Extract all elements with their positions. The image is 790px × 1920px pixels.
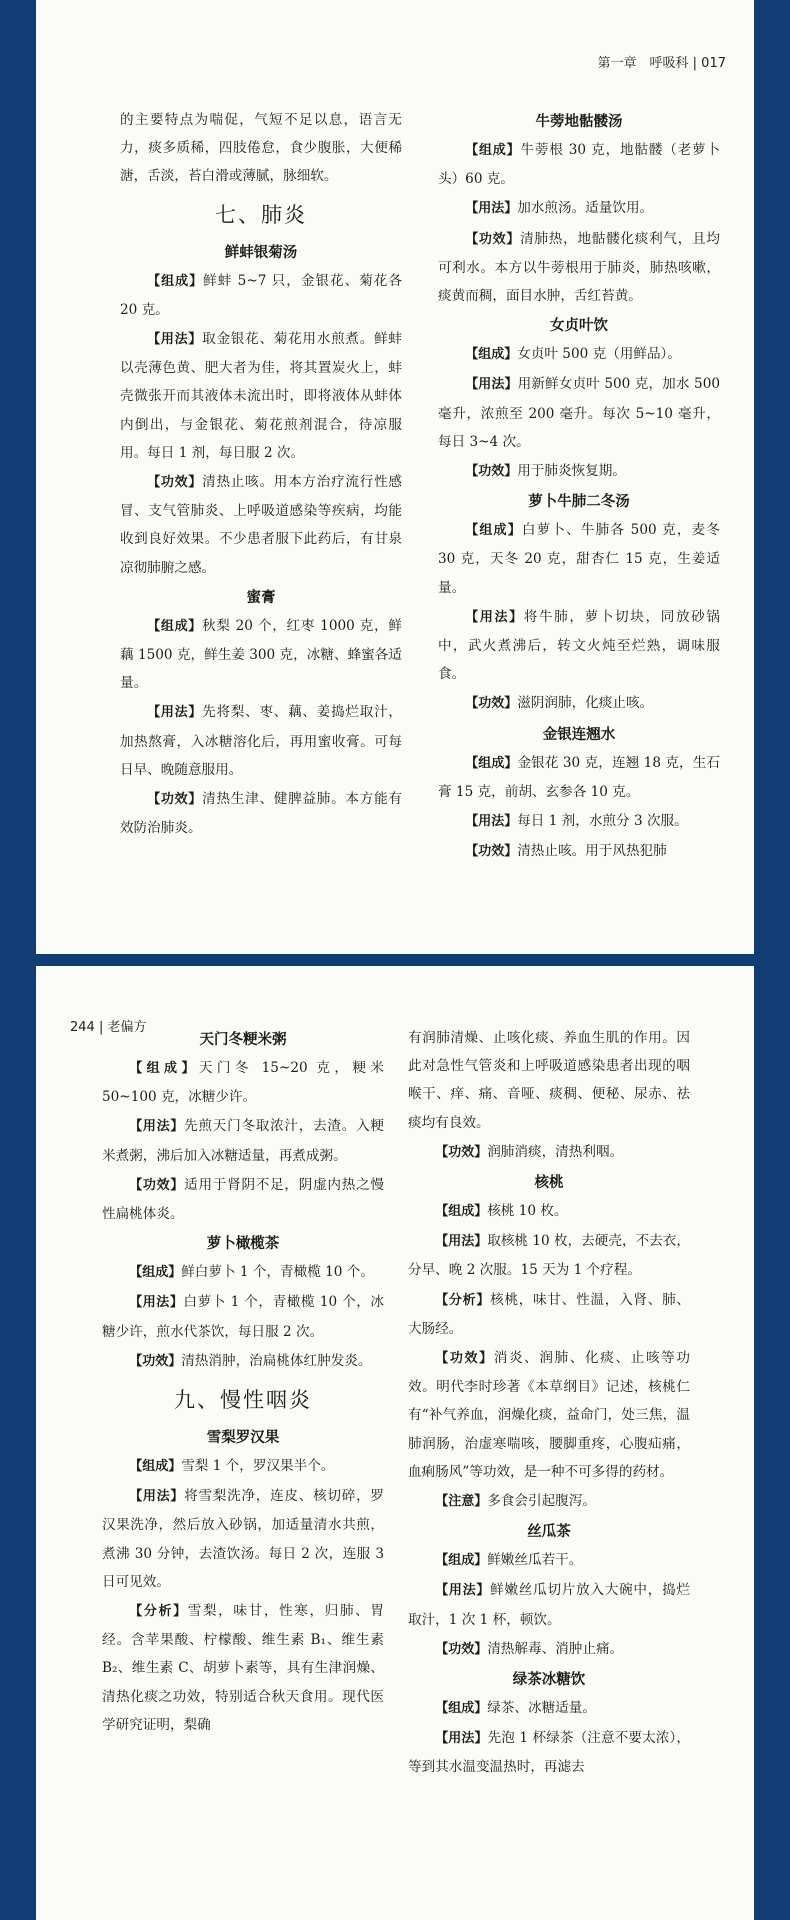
field-label: 【分析】 (435, 1292, 491, 1308)
field-text: 核桃，味甘、性温，入肾、肺、大肠经。 (408, 1291, 690, 1337)
recipe-field (102, 1482, 384, 1596)
field-label: 【组成】 (435, 1204, 488, 1220)
field-text: 清肺热，地骷髅化痰利气，且均可利水。本方以牛蒡根用于肺炎，肺热咳嗽，痰黄而稠，面目水肿，舌红苔黄。 (438, 230, 720, 305)
field-text: 取核桃 10 枚，去硬壳，不去衣，分早、晚 2 次服。15 天为 1 个疗程。 (408, 1233, 690, 1279)
recipe-title: 丝瓜茶 (527, 1524, 571, 1541)
field-text: 先煎天门冬取浓汁，去渣。入粳米煮粥，沸后加入冰糖适量，再煮成粥。 (102, 1118, 384, 1164)
recipe-field (438, 689, 720, 718)
recipe-field (438, 516, 720, 602)
recipe-field (438, 457, 720, 486)
recipe-title: 蜜膏 (246, 589, 276, 606)
recipe-title: 核桃 (534, 1175, 564, 1192)
field-text: 清热生津、健脾益肺。本方能有效防治肺炎。 (120, 791, 402, 837)
recipe-field (438, 225, 720, 311)
field-label: 【组成】 (129, 1061, 199, 1076)
recipe-field (438, 807, 720, 836)
field-text: 绿茶、冰糖适量。 (487, 1700, 596, 1717)
field-label: 【用法】 (435, 1234, 488, 1250)
field-text: 加水煎汤。适量饮用。 (517, 200, 654, 217)
recipe-field (102, 1288, 384, 1345)
recipe-title: 金银连翘水 (542, 726, 616, 743)
field-text: 鲜嫩丝瓜切片放入大碗中，捣烂取汁，1 次 1 杯，顿饮。 (408, 1582, 690, 1628)
field-label: 【组成】 (129, 1265, 182, 1281)
field-text: 鲜白萝卜 1 个，青橄榄 10 个。 (181, 1264, 374, 1281)
field-label: 【组成】 (465, 755, 518, 771)
field-label: 【组成】 (435, 1701, 488, 1717)
recipe-field (438, 136, 720, 193)
text-column-left (120, 106, 402, 842)
recipe-field (408, 1344, 690, 1486)
recipe-field (408, 1576, 690, 1633)
field-text: 清热消肿，治扁桃体红肿发炎。 (181, 1352, 372, 1369)
field-label: 【用法】 (465, 201, 518, 217)
field-text: 取金银花、菊花用水煎煮。鲜蚌以壳薄色黄、肥大者为佳，将其置炭火上，蚌壳微张开而其液体未流出时，即将液体从蚌体内倒出，与金银花、菊花煎剂混合，待凉服用。每日 1 剂，每日服 2 次。 (120, 331, 402, 461)
recipe-field (120, 325, 402, 467)
field-label: 【组成】 (435, 1553, 488, 1569)
field-text: 天门冬 15~20 克，粳米 50~100 克，冰糖少许。 (102, 1060, 384, 1106)
field-label: 【用法】 (435, 1583, 491, 1599)
field-label: 【注意】 (435, 1494, 488, 1510)
recipe-field (408, 1635, 690, 1664)
recipe-field (102, 1258, 384, 1287)
field-text: 牛蒡根 30 克，地骷髅（老萝卜头）60 克。 (438, 142, 720, 188)
field-text: 鲜蚌 5~7 只，金银花、菊花各 20 克。 (120, 272, 402, 318)
field-text: 女贞叶 500 克（用鲜品）。 (517, 346, 681, 363)
field-text: 雪梨，味甘，性寒，归肺、胃经。含苹果酸、柠檬酸、维生素 B₁、维生素 B₂、维生素 C、胡萝卜素等，具有生津润燥、清热化痰之功效，特别适合秋天食用。现代医学研究证明，梨确 (102, 1603, 384, 1733)
recipe-field (408, 1138, 690, 1167)
recipe-title: 天门冬粳米粥 (199, 1032, 287, 1048)
recipe-field (102, 1112, 384, 1169)
book-page-017 (36, 0, 754, 954)
field-text: 白萝卜、牛肺各 500 克，麦冬 30 克，天冬 20 克，甜杏仁 15 克，生姜适量。 (438, 522, 720, 596)
recipe-field (102, 1347, 384, 1376)
field-text: 滋阴润肺，化痰止咳。 (517, 695, 654, 712)
field-label: 【功效】 (465, 464, 518, 480)
recipe-field (438, 370, 720, 456)
field-label: 【用法】 (465, 377, 518, 393)
field-text: 秋梨 20 个，红枣 1000 克，鲜藕 1500 克，鲜生姜 300 克，冰糖、蜂蜜各适量。 (120, 617, 402, 692)
field-text: 用新鲜女贞叶 500 克，加水 500 毫升，浓煎至 200 毫升。每次 5~10 毫升，每日 3~4 次。 (438, 376, 720, 450)
recipe-field (120, 267, 402, 324)
recipe-field (120, 612, 402, 698)
recipe-field (408, 1487, 690, 1516)
field-label: 【组成】 (129, 1459, 182, 1475)
recipe-title: 萝卜牛肺二冬汤 (528, 494, 630, 511)
field-text: 清热止咳。用本方治疗流行性感冒、支气管肺炎、上呼吸道感染等疾病，均能收到良好效果。不少患者服下此药后，有甘泉凉彻肺腑之感。 (120, 474, 402, 576)
field-text: 用于肺炎恢复期。 (517, 463, 626, 480)
field-text: 将牛肺，萝卜切块，同放砂锅中，武火煮沸后，转文火炖至烂熟，调味服食。 (438, 608, 720, 683)
field-text: 将雪梨洗净，连皮、核切碎，罗汉果洗净，然后放入砂锅，加适量清水共煎，煮沸 30 分钟，去渣饮汤。每日 2 次，连服 3 日可见效。 (102, 1488, 384, 1590)
field-text: 适用于肾阴不足，阴虚内热之慢性扁桃体炎。 (102, 1176, 384, 1223)
field-label: 【功效】 (465, 696, 518, 712)
recipe-field (120, 785, 402, 842)
field-label: 【组成】 (147, 273, 204, 289)
field-text: 润肺消痰，清热利咽。 (487, 1143, 624, 1160)
recipe-title: 雪梨罗汉果 (206, 1430, 280, 1447)
text-column-right (438, 106, 720, 866)
recipe-field (408, 1546, 690, 1575)
recipe-title: 萝卜橄榄茶 (206, 1236, 280, 1253)
field-label: 【功效】 (147, 792, 203, 808)
field-text: 金银花 30 克，连翘 18 克，生石膏 15 克，前胡、玄参各 10 克。 (438, 754, 720, 800)
recipe-title: 鲜蚌银菊汤 (224, 244, 298, 261)
recipe-field (438, 749, 720, 806)
text-column-right (408, 1024, 690, 1782)
recipe-title: 女贞叶饮 (550, 318, 608, 335)
field-label: 【用法】 (147, 332, 203, 348)
field-text: 核桃 10 枚。 (487, 1203, 568, 1220)
field-text: 先泡 1 杯绿茶（注意不要太浓），等到其水温变温热时，再滤去 (408, 1730, 690, 1776)
field-label: 【用法】 (147, 705, 203, 721)
field-text: 清热解毒、消肿止痛。 (487, 1640, 624, 1657)
field-text: 清热止咳。用于风热犯肺 (517, 843, 667, 860)
field-label: 【用法】 (435, 1731, 488, 1747)
field-label: 【功效】 (129, 1353, 182, 1369)
field-label: 【组成】 (465, 523, 522, 539)
field-text: 白萝卜 1 个，青橄榄 10 个，冰糖少许，煎水代茶饮，每日服 2 次。 (102, 1294, 384, 1340)
recipe-field (408, 1227, 690, 1284)
field-label: 【用法】 (465, 814, 518, 830)
recipe-field (408, 1724, 690, 1781)
field-label: 【功效】 (435, 1144, 488, 1160)
recipe-field (438, 603, 720, 689)
recipe-title: 牛蒡地骷髅汤 (535, 114, 623, 130)
recipe-field (438, 837, 720, 866)
recipe-field (102, 1452, 384, 1481)
recipe-title: 绿茶冰糖饮 (512, 1672, 586, 1689)
field-label: 【用法】 (129, 1489, 185, 1505)
field-label: 【用法】 (465, 609, 524, 625)
field-text: 雪梨 1 个，罗汉果半个。 (181, 1458, 335, 1475)
running-header: 244 | 老偏方 (70, 1020, 147, 1035)
book-page-244 (36, 966, 754, 1920)
running-header: 第一章 呼吸科 | 017 (597, 56, 726, 71)
recipe-field (102, 1171, 384, 1228)
field-label: 【用法】 (129, 1119, 185, 1135)
section-heading: 九、慢性咽炎 (174, 1388, 312, 1413)
field-text: 消炎、润肺、化痰、止咳等功效。明代李时珍著《本草纲目》记述，核桃仁有“补气养血，润燥化痰，益命门，处三焦，温肺润肠，治虚寒喘咳，腰脚重疼，心腹疝痛，血痢肠风”等功效，是一种不可多得的药材。 (408, 1350, 690, 1480)
recipe-field (438, 194, 720, 223)
field-text: 多食会引起腹泻。 (487, 1493, 596, 1510)
field-label: 【功效】 (129, 1177, 185, 1193)
recipe-field (438, 340, 720, 369)
field-label: 【功效】 (147, 475, 203, 491)
field-label: 【功效】 (435, 1351, 494, 1367)
field-label: 【用法】 (129, 1295, 184, 1311)
field-label: 【功效】 (465, 844, 518, 860)
field-text: 每日 1 剂，水煎分 3 次服。 (517, 813, 688, 830)
field-text: 鲜嫩丝瓜若干。 (487, 1552, 583, 1569)
recipe-field (102, 1054, 384, 1111)
field-text: 先将梨、枣、藕、姜捣烂取汁，加热熬膏，入冰糖溶化后，再用蜜收膏。可每日早、晚随意服用。 (120, 704, 402, 778)
recipe-field (120, 468, 402, 582)
field-label: 【功效】 (465, 231, 521, 247)
recipe-field (120, 698, 402, 784)
body-paragraph: 有润肺清燥、止咳化痰、养血生肌的作用。因此对急性气管炎和上呼吸道感染患者出现的咽喉干、痒、痛、音哑、痰稠、便秘、尿赤、祛痰均有良效。 (408, 1030, 690, 1131)
recipe-field (102, 1597, 384, 1739)
body-paragraph: 的主要特点为喘促，气短不足以息，语言无力，痰多质稀，四肢倦怠，食少腹胀，大便稀溏，舌淡，苔白滑或薄腻，脉细软。 (120, 112, 402, 185)
text-column-left (102, 1024, 384, 1739)
recipe-field (408, 1197, 690, 1226)
field-label: 【分析】 (129, 1604, 188, 1620)
field-label: 【组成】 (465, 143, 521, 158)
section-heading: 七、肺炎 (215, 202, 307, 227)
recipe-field (408, 1694, 690, 1723)
field-label: 【组成】 (147, 618, 203, 634)
recipe-field (408, 1286, 690, 1343)
field-label: 【功效】 (435, 1641, 488, 1657)
field-label: 【组成】 (465, 347, 518, 363)
